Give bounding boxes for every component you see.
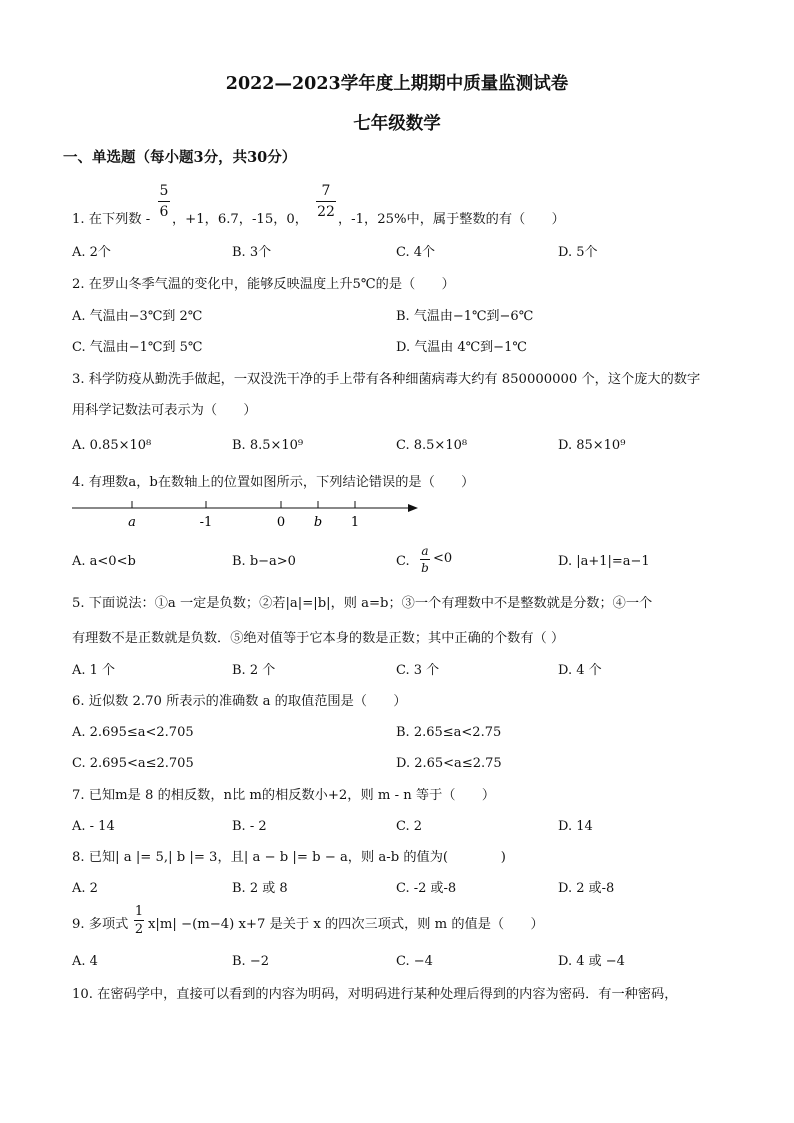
q8-option-a: A. 2 — [72, 881, 98, 896]
q9-frac-den: 2 — [134, 922, 144, 937]
q6-stem: 6. 近似数 2.70 所表示的准确数 a 的取值范围是（ ） — [72, 694, 407, 709]
q9-option-b: B. −2 — [232, 954, 269, 969]
q8-option-b: B. 2 或 8 — [232, 881, 288, 896]
q1-frac1-den: 6 — [159, 204, 169, 220]
q5-stem-line1: 5. 下面说法：①a 一定是负数；②若|a|=|b|，则 a=b；③一个有理数中不是整数就是分数；④一个 — [72, 596, 653, 611]
q1-stem-b: ，+1，6.7，-15，0， — [172, 212, 308, 227]
q1-option-a: A. 2个 — [72, 245, 111, 260]
q9-stem-b: x|m| −(m−4) x+7 是关于 x 的四次三项式，则 m 的值是（ ） — [148, 917, 544, 932]
page-subtitle: 七年级数学 — [353, 114, 441, 134]
q6-option-d: D. 2.65<a≤2.75 — [396, 756, 502, 771]
q2-option-a: A. 气温由−3℃到 2℃ — [72, 309, 203, 324]
q6-option-b: B. 2.65≤a<2.75 — [396, 725, 502, 740]
q9-option-c: C. −4 — [396, 954, 433, 969]
label-1: 1 — [350, 515, 360, 530]
q1-stem-c: ，-1，25%中，属于整数的有（ ） — [338, 212, 565, 227]
q2-option-b: B. 气温由−1℃到−6℃ — [396, 309, 534, 324]
q1-frac2-num: 7 — [321, 183, 331, 199]
q5-option-d: D. 4 个 — [558, 663, 602, 678]
q3-option-a: A. 0.85×10⁸ — [72, 438, 152, 453]
q2-option-d: D. 气温由 4℃到−1℃ — [396, 340, 527, 355]
q7-option-a: A. - 14 — [72, 819, 115, 834]
q2-option-c: C. 气温由−1℃到 5℃ — [72, 340, 203, 355]
q7-stem: 7. 已知m是 8 的相反数，n比 m的相反数小+2，则 m - n 等于（ ） — [72, 788, 496, 803]
number-line-figure — [68, 496, 424, 532]
q1-stem-a: 1. 在下列数 - — [72, 212, 151, 227]
q4-option-b: B. b−a>0 — [232, 554, 296, 569]
label-b: b — [313, 515, 323, 530]
q9-option-d: D. 4 或 −4 — [558, 954, 625, 969]
number-line-arrow — [408, 504, 418, 512]
q1-option-b: B. 3个 — [232, 245, 272, 260]
q6-option-a: A. 2.695≤a<2.705 — [72, 725, 194, 740]
q4-optc-den: b — [421, 561, 429, 575]
q4-optc-num: a — [421, 544, 429, 558]
q10-stem: 10. 在密码学中，直接可以看到的内容为明码，对明码进行某种处理后得到的内容为密码．有一种密码， — [72, 987, 678, 1002]
q7-option-b: B. - 2 — [232, 819, 267, 834]
q3-option-b: B. 8.5×10⁹ — [232, 438, 304, 453]
q3-stem-line1: 3. 科学防疫从勤洗手做起，一双没洗干净的手上带有各种细菌病毒大约有 850000000 个，这个庞大的数字 — [72, 372, 701, 387]
q3-stem-line2: 用科学记数法可表示为（ ） — [72, 403, 257, 418]
q1-fraction-1 — [158, 184, 170, 219]
q2-stem: 2. 在罗山冬季气温的变化中，能够反映温度上升5℃的是（ ） — [72, 277, 455, 292]
q9-fraction — [134, 905, 144, 936]
q4-option-c-rest: <0 — [433, 551, 453, 566]
label-a: a — [128, 515, 136, 530]
q6-option-c: C. 2.695<a≤2.705 — [72, 756, 194, 771]
section-heading: 一、单选题（每小题3分，共30分） — [63, 149, 297, 166]
q4-option-c-fraction — [420, 545, 430, 574]
q5-option-b: B. 2 个 — [232, 663, 276, 678]
label-minus-1: -1 — [199, 515, 213, 530]
q4-stem: 4. 有理数a，b在数轴上的位置如图所示，下列结论错误的是（ ） — [72, 475, 475, 490]
q9-stem-a: 9. 多项式 — [72, 917, 129, 932]
q4-option-a: A. a<0<b — [72, 554, 136, 569]
q4-option-d: D. |a+1|=a−1 — [558, 554, 650, 569]
q1-frac1-num: 5 — [159, 183, 169, 199]
label-0: 0 — [276, 515, 286, 530]
q5-stem-line2: 有理数不是正数就是负数．⑤绝对值等于它本身的数是正数；其中正确的个数有（ ） — [72, 631, 565, 646]
q8-option-c: C. -2 或-8 — [396, 881, 457, 896]
q8-stem: 8. 已知| a |= 5,| b |= 3，且| a − b |= b − a，则 a-b 的值为( ) — [72, 850, 506, 865]
q3-option-c: C. 8.5×10⁸ — [396, 438, 468, 453]
q5-option-c: C. 3 个 — [396, 663, 440, 678]
q4-option-c: C. — [396, 554, 410, 569]
q8-option-d: D. 2 或-8 — [558, 881, 615, 896]
q9-frac-num: 1 — [134, 904, 144, 919]
q7-option-d: D. 14 — [558, 819, 593, 834]
q1-option-d: D. 5个 — [558, 245, 598, 260]
q5-option-a: A. 1 个 — [72, 663, 116, 678]
page-title: 2022—2023学年度上期期中质量监测试卷 — [225, 74, 569, 94]
q1-fraction-2 — [316, 184, 336, 219]
q1-option-c: C. 4个 — [396, 245, 436, 260]
q7-option-c: C. 2 — [396, 819, 423, 834]
q9-option-a: A. 4 — [72, 954, 98, 969]
q1-frac2-den: 22 — [317, 204, 335, 220]
q3-option-d: D. 85×10⁹ — [558, 438, 626, 453]
